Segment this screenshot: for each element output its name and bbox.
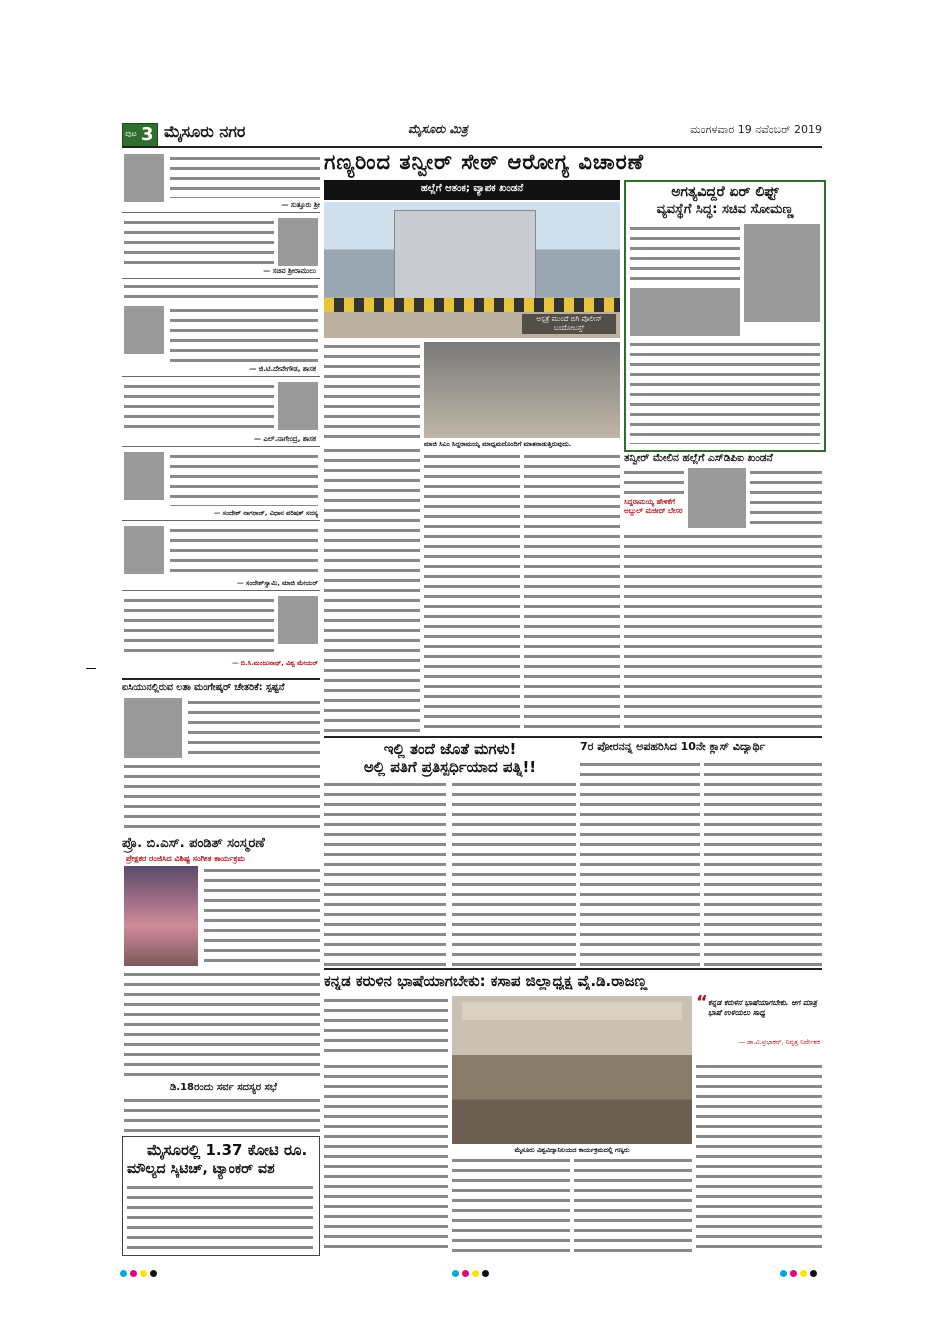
sdpi-subhead: ಸಿದ್ದರಾಮಯ್ಯ ಹೇಳಿಕೆಗೆ ಅಬ್ದುಲ್ ಮಜೀದ್ ಬೇಸರ [624, 498, 683, 515]
article-text [124, 596, 274, 656]
lata-photo [124, 698, 182, 758]
quote-signature: — ಬಿ.ಸಿ.ಮಂಜುನಾಥ್, ವಿಶ್ವ ಮೇಯರ್ [232, 659, 318, 667]
portrait-photo [278, 218, 318, 266]
photo-caption: ಮಾಜಿ ಸಿಎಂ ಸಿದ್ದರಾಮಯ್ಯ ಮಾಧ್ಯಮದೊಂದಿಗೆ ಮಾತನಾಡುತ್ತಿರುವುದು. [424, 440, 572, 448]
quote-mark-icon: “ [696, 992, 708, 1013]
divider [122, 520, 320, 521]
dais-banner [462, 1002, 682, 1020]
article-text [170, 526, 318, 576]
rule [324, 968, 822, 970]
sdpi-headline: ತನ್ವೀರ್ ಮೇಲಿನ ಹಲ್ಲೆಗೆ ಎಸ್‌ಡಿಪಿಐ ಖಂಡನೆ [624, 452, 773, 464]
article-text [124, 382, 274, 432]
article-text [124, 1096, 320, 1132]
registration-dot [800, 1270, 807, 1277]
portrait-photo [124, 452, 164, 500]
water-headline: ಮೌಲ್ಯದ ಸ್ಕಿಟಿಚ್, ಟ್ಯಾಂಕರ್ ವಶ [127, 1161, 275, 1177]
divider [122, 278, 320, 279]
quote-author: — ಡಾ.ವಿ.ಪ್ರಭಾಕರ್, ನಿವೃತ್ತ ನಿರ್ದೇಶಕ [738, 1038, 820, 1046]
pandit-subhead: ಪ್ರೇಕ್ಷಕರ ರಂಜಿಸಿದ ವಿಶಿಷ್ಟ ಸಂಗೀತ ಕಾರ್ಯಕ್ರಮ [126, 854, 245, 863]
minister-photo [744, 224, 820, 322]
article-text [324, 996, 448, 1058]
election-headline: ಅಲ್ಲಿ ಪತಿಗೆ ಪ್ರತಿಸ್ಪರ್ಧಿಯಾದ ಪತ್ನಿ!! [363, 758, 537, 776]
kasapa-headline: ಕನ್ನಡ ಕರುಳಿನ ಭಾಷೆಯಾಗಬೇಕು: ಕಸಾಪ ಜಿಲ್ಲಾಧ್ಯಕ್ಷ ವೈ.ಡಿ.ರಾಜಣ್ಣ [324, 972, 648, 990]
masthead-rule [122, 146, 822, 148]
rule [122, 678, 320, 680]
main-subhead: ಹಲ್ಲೆಗೆ ಆತಂಕ; ವ್ಯಾಪಕ ಖಂಡನೆ [420, 183, 524, 194]
page-number-badge [122, 123, 158, 147]
police-barricade [324, 298, 620, 312]
masthead [122, 120, 822, 146]
registration-dot [120, 1270, 127, 1277]
hospital-photo [324, 202, 620, 338]
lata-headline: ಐಸಿಯುನಲ್ಲಿರುವ ಲತಾ ಮಂಗೇಷ್ಕರ್ ಚೇತರಿಕೆ: ಸ್ಪಷ್ಟನೆ [122, 682, 285, 693]
article-text [574, 1156, 692, 1252]
quote-signature: — ಸಂದೇಶ್‌ಸ್ವಾಮಿ, ಮಾಜಿ ಮೇಯರ್ [237, 579, 318, 587]
sdpi-leader-photo [688, 468, 746, 528]
article-text [124, 218, 274, 264]
article-text [704, 760, 822, 966]
margin-mark [86, 668, 96, 669]
article-text [624, 468, 684, 494]
portrait-photo [278, 596, 318, 644]
article-text [204, 866, 320, 966]
main-subhead-bar [324, 180, 620, 200]
hospital-building [394, 210, 536, 302]
quote-signature: — ಸಂದೇಶ್ ನಾಗರಾಜ್, ವಿಧಾನ ಪರಿಷತ್ ಸದಸ್ಯ [213, 509, 318, 517]
portrait-photo [278, 382, 318, 430]
article-text [424, 452, 520, 732]
article-text [170, 306, 318, 362]
article-text [324, 780, 446, 966]
registration-marks [780, 1262, 840, 1272]
article-text [580, 760, 700, 966]
pandit-headline: ಪ್ರೊ. ಬಿ.ಎಸ್. ಪಂಡಿತ್ ಸಂಸ್ಮರಣೆ [122, 836, 265, 851]
left-column [122, 150, 320, 675]
article-text [124, 282, 318, 302]
registration-marks [452, 1262, 512, 1272]
portrait-photo [124, 154, 164, 202]
election-headline: ಇಲ್ಲಿ ತಂದೆ ಜೊತೆ ಮಗಳು! [383, 740, 517, 758]
rule [324, 736, 822, 738]
registration-dot [472, 1270, 479, 1277]
registration-dot [462, 1270, 469, 1277]
registration-dot [140, 1270, 147, 1277]
registration-dot [452, 1270, 459, 1277]
article-text [452, 780, 576, 966]
portrait-photo [124, 306, 164, 354]
water-headline: ಮೈಸೂರಲ್ಲಿ 1.37 ಕೋಟಿ ರೂ. [147, 1141, 308, 1159]
registration-dot [150, 1270, 157, 1277]
kidnap-headline: 7ರ ಪೋರನನ್ನ ಅಪಹರಿಸಿದ 10ನೇ ಕ್ಲಾಸ್ ವಿದ್ಯಾರ್ಥಿ [580, 740, 766, 753]
article-text [324, 342, 420, 442]
article-text [124, 762, 320, 832]
photo-caption: ಆಸ್ಪತ್ರೆ ಮುಂದೆ ಬಿಗಿ ಪೊಲೀಸ್ ಬಂದೋಬಸ್ತ್ [522, 314, 616, 334]
article-text [324, 1062, 448, 1252]
main-headline: ಗಣ್ಯರಿಂದ ತನ್ವೀರ್ ಸೇಠ್ ಆರೋಗ್ಯ ವಿಚಾರಣೆ [324, 150, 645, 174]
quote-signature: — ಜಿ.ಟಿ.ದೇವೇಗೌಡ, ಶಾಸಕ [249, 365, 316, 373]
page-label: ಪುಟ [125, 129, 137, 138]
article-text [524, 452, 620, 732]
date-line: ಮಂಗಳವಾರ 19 ನವೆಂಬರ್ 2019 [690, 123, 822, 136]
singer-photo [124, 866, 198, 966]
airlift-headline: ವ್ಯವಸ್ಥೆಗೆ ಸಿದ್ಧ: ಸಚಿವ ಸೋಮಣ್ಣ [656, 202, 794, 217]
article-text [750, 468, 822, 528]
photo-caption: ಮೈಸೂರು ವಿಶ್ವವಿದ್ಯಾನಿಲಯದ ಕಾರ್ಯಕ್ರಮದಲ್ಲಿ ಗಣ್ಯರು [514, 1146, 630, 1154]
airlift-box [624, 180, 826, 452]
paper-name: ಮೈಸೂರು ಮಿತ್ರ [408, 122, 468, 136]
registration-dot [780, 1270, 787, 1277]
article-text [170, 452, 318, 506]
article-text [127, 1183, 313, 1251]
section-title: ಮೈಸೂರು ನಗರ [164, 122, 246, 141]
meeting-headline: ಡಿ.18ರಂದು ಸರ್ವ ಸದಸ್ಯರ ಸಭೆ [170, 1082, 278, 1093]
registration-marks [120, 1262, 180, 1272]
registration-dot [810, 1270, 817, 1277]
registration-dot [482, 1270, 489, 1277]
quote-signature: — ಸಚಿವ ಶ್ರೀರಾಮುಲು [263, 267, 316, 275]
divider [122, 376, 320, 377]
quote-text: ಕನ್ನಡ ಕರುಳಿನ ಭಾಷೆಯಾಗಬೇಕು. ಆಗ ಮಾತ್ರ ಭಾಷೆ ಉಳಿಯಲು ಸಾಧ್ಯ [708, 998, 817, 1017]
divider [122, 590, 320, 591]
siddaramaiah-photo [424, 342, 620, 438]
article-text [452, 1156, 570, 1252]
kasapa-event-photo [452, 996, 692, 1144]
article-text [630, 340, 820, 444]
article-text [696, 1062, 822, 1252]
visit-photo [630, 288, 740, 336]
article-text [124, 970, 320, 1078]
page-number: 3 [141, 124, 154, 145]
water-story [122, 1136, 320, 1256]
divider [122, 212, 320, 213]
quote-signature: — ಸುತ್ತೂರು ಶ್ರೀ [281, 201, 320, 209]
portrait-photo [124, 526, 164, 574]
article-text [630, 224, 740, 284]
pull-quote [696, 992, 822, 1056]
quote-signature: — ಎಲ್.ನಾಗೇಂದ್ರ, ಶಾಸಕ [253, 435, 316, 443]
article-text [188, 698, 320, 758]
registration-dot [790, 1270, 797, 1277]
airlift-headline: ಅಗತ್ಯವಿದ್ದರೆ ಏರ್ ಲಿಫ್ಟ್ [671, 184, 779, 200]
divider [122, 446, 320, 447]
article-text [624, 532, 822, 732]
registration-dot [130, 1270, 137, 1277]
article-text [170, 154, 320, 198]
article-text [324, 446, 420, 732]
